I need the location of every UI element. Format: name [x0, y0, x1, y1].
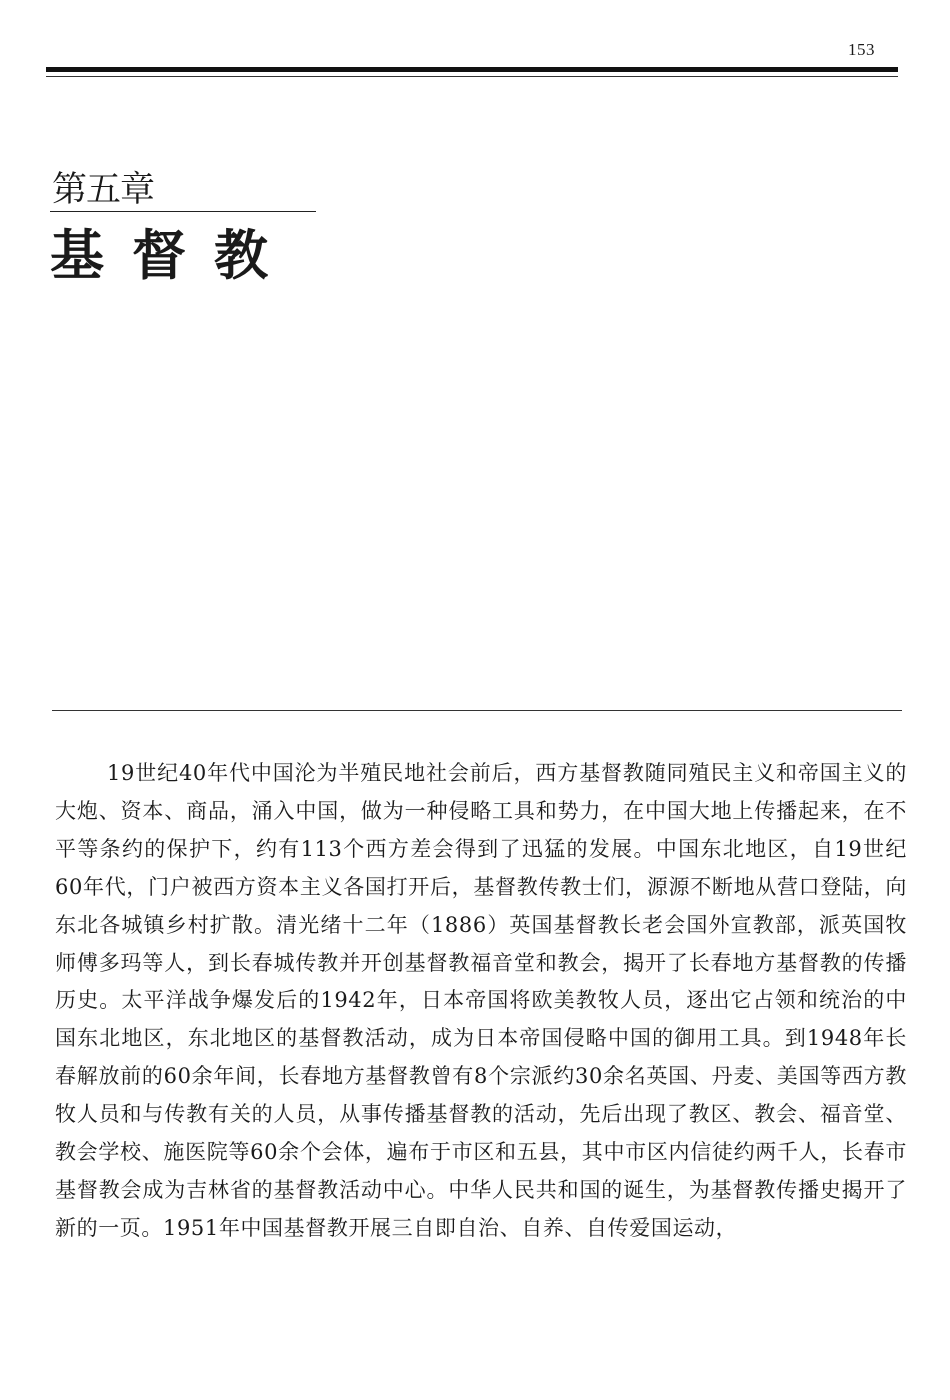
chapter-title: 基督教	[50, 224, 296, 287]
page-number: 153	[848, 40, 875, 59]
header-rule-thick	[46, 67, 898, 72]
chapter-number: 第五章	[52, 170, 155, 210]
chapter-underline	[50, 211, 316, 212]
section-divider	[52, 710, 902, 711]
body-paragraph: 19世纪40年代中国沦为半殖民地社会前后，西方基督教随同殖民主义和帝国主义的大炮、资本、商品，涌入中国，做为一种侵略工具和势力，在中国大地上传播起来，在不平等条约的保护下，约有113个西方差会得到了迅猛的发展。中国东北地区，自19世纪60年代，门户被西方资本主义各国打开后，基督教传教士们，源源不断地从营口登陆，向东北各城镇乡村扩散。清光绪十二年（1886）英国基督教长老会国外宣教部，派英国牧师傅多玛等人，到长春城传教并开创基督教福音堂和教会，揭开了长春地方基督教的传播历史。太平洋战争爆发后的1942年，日本帝国将欧美教牧人员，逐出它占领和统治的中国东北地区，东北地区的基督教活动，成为日本帝国侵略中国的御用工具。到1948年长春解放前的60余年间，长春地方基督教曾有8个宗派约30余名英国、丹麦、美国等西方教牧人员和与传教有关的人员，从事传播基督教的活动，先后出现了教区、教会、福音堂、教会学校、施医院等60余个会体，遍布于市区和五县，其中市区内信徒约两千人，长春市基督教会成为吉林省的基督教活动中心。中华人民共和国的诞生，为基督教传播史揭开了新的一页。1951年中国基督教开展三自即自治、自养、自传爱国运动，	[55, 761, 907, 1240]
header-rule-thin	[46, 76, 898, 77]
